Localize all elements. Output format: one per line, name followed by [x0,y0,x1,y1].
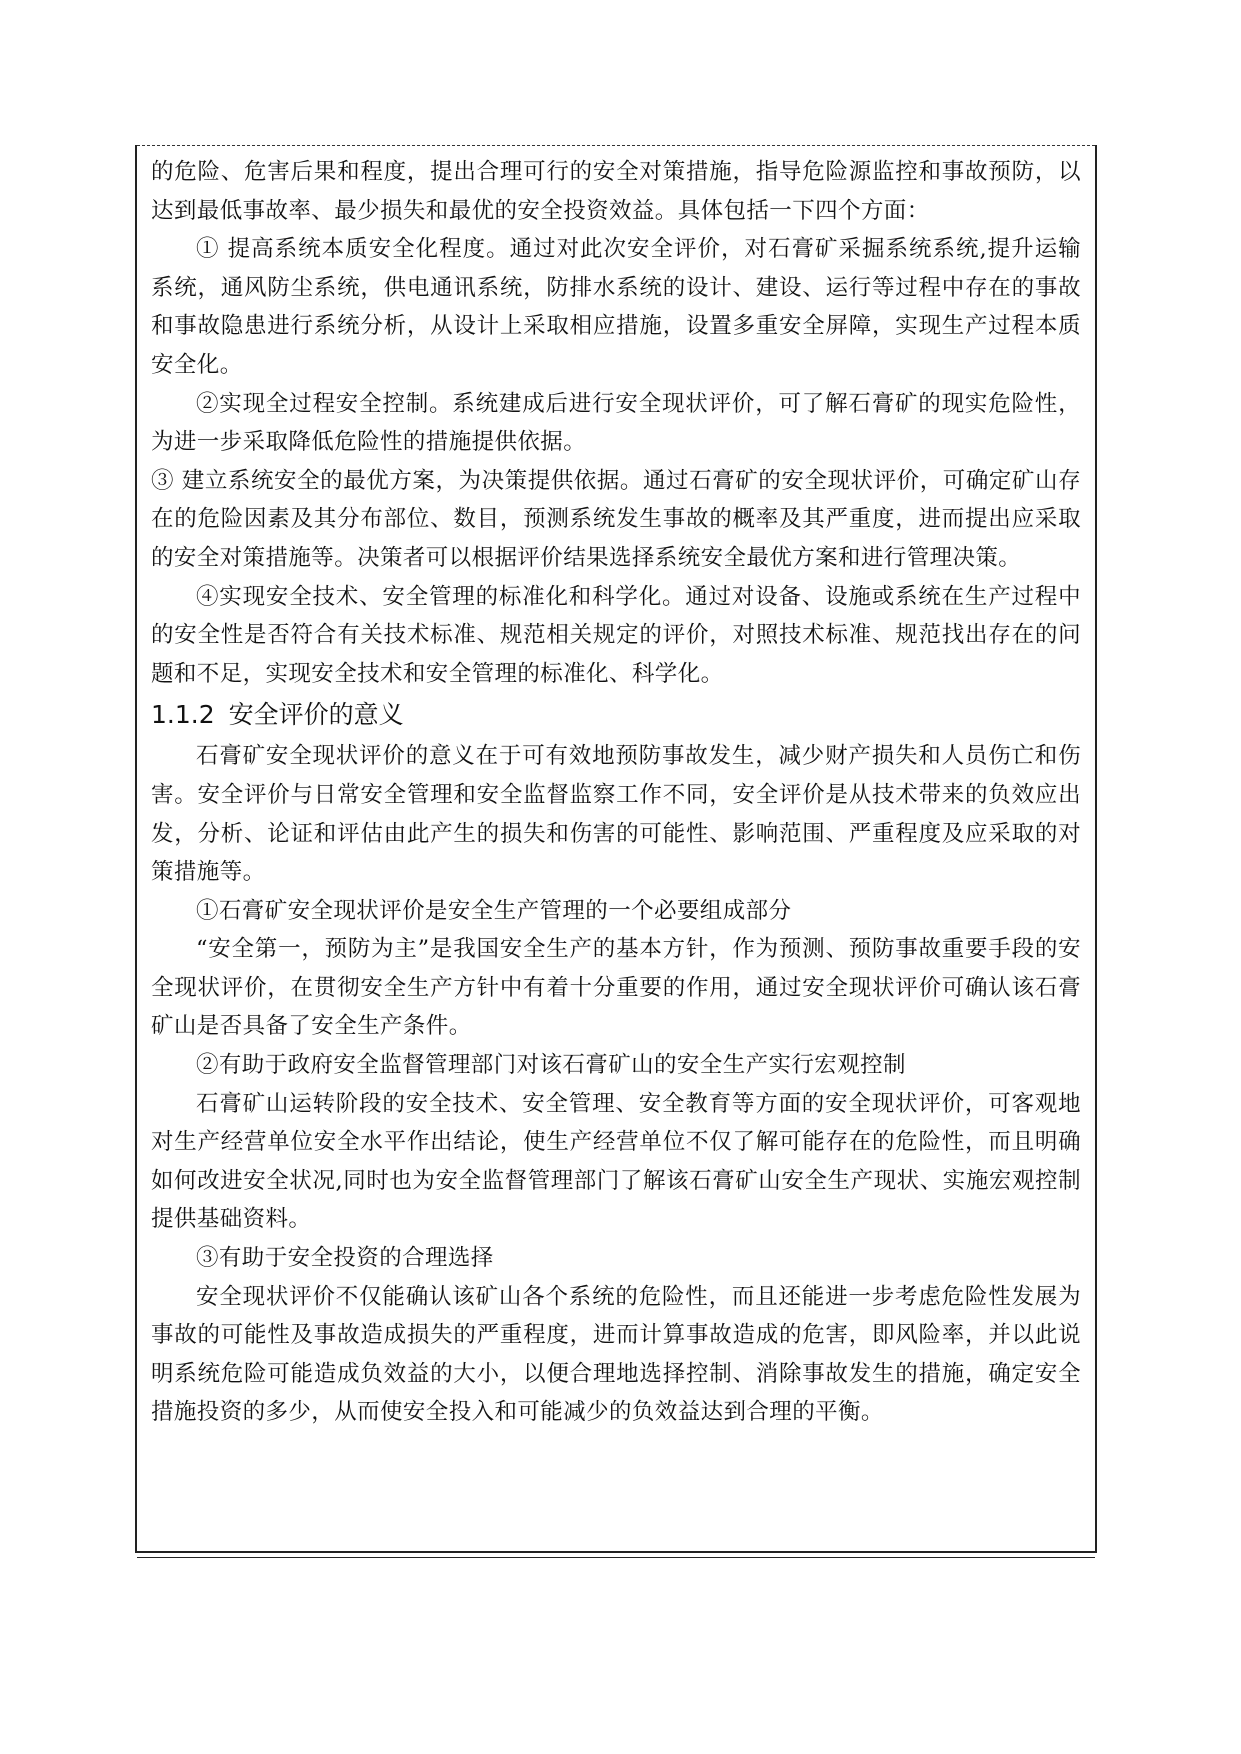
paragraph: ① 提高系统本质安全化程度。通过对此次安全评价，对石膏矿采掘系统系统,提升运输系统，通风防尘系统，供电通讯系统，防排水系统的设计、建设、运行等过程中存在的事故和事故隐患进行系统分析，从设计上采取相应措施，设置多重安全屏障，实现生产过程本质安全化。 [151,236,1081,378]
paragraph: ②实现全过程安全控制。系统建成后进行安全现状评价，可了解石膏矿的现实危险性，为进一步采取降低危险性的措施提供依据。 [151,390,1081,456]
frame-bottom-border-double [137,1557,1095,1558]
frame-top-dashed-border [137,145,1095,146]
paragraph: 的危险、危害后果和程度，提出合理可行的安全对策措施，指导危险源监控和事故预防，以达到最低事故率、最少损失和最优的安全投资效益。具体包括一下四个方面： [151,159,1081,224]
paragraph: “安全第一，预防为主”是我国安全生产的基本方针，作为预测、预防事故重要手段的安全现状评价，在贯彻安全生产方针中有着十分重要的作用，通过安全现状评价可确认该石膏矿山是否具备了安全生产条件。 [151,936,1081,1040]
paragraph-group-significance [151,737,1081,1432]
paragraph: 石膏矿安全现状评价的意义在于可有效地预防事故发生，减少财产损失和人员伤亡和伤害。安全评价与日常安全管理和安全监督监察工作不同，安全评价是从技术带来的负效应出发，分析、论证和评估由此产生的损失和伤害的可能性、影响范围、严重程度及应采取的对策措施等。 [151,743,1081,886]
paragraph: 安全现状评价不仅能确认该矿山各个系统的危险性，而且还能进一步考虑危险性发展为事故的可能性及事故造成损失的严重程度，进而计算事故造成的危害，即风险率，并以此说明系统危险可能造成负效益的大小，以便合理地选择控制、消除事故发生的措施，确定安全措施投资的多少，从而使安全投入和可能减少的负效益达到合理的平衡。 [151,1283,1081,1426]
paragraph: 石膏矿山运转阶段的安全技术、安全管理、安全教育等方面的安全现状评价，可客观地对生产经营单位安全水平作出结论，使生产经营单位不仅了解可能存在的危险性，而且明确如何改进安全状况,同时也为安全监督管理部门了解该石膏矿山安全生产现状、实施宏观控制提供基础资料。 [151,1090,1081,1233]
section-number: 1.1.2 [151,700,215,730]
frame-bottom-border [137,1551,1095,1553]
paragraph: ④实现安全技术、安全管理的标准化和科学化。通过对设备、设施或系统在生产过程中的安全性是否符合有关技术标准、规范相关规定的评价，对照技术标准、规范找出存在的问题和不足，实现安全技术和安全管理的标准化、科学化。 [151,583,1081,687]
section-title: 安全评价的意义 [228,700,404,730]
section-heading [151,693,1081,737]
paragraph-group-objectives [151,153,1081,693]
document-body [151,153,1081,1432]
paragraph: ②有助于政府安全监督管理部门对该石膏矿山的安全生产实行宏观控制 [196,1052,906,1079]
paragraph: ③ 建立系统安全的最优方案，为决策提供依据。通过石膏矿的安全现状评价，可确定矿山存在的危险因素及其分布部位、数目，预测系统发生事故的概率及其严重度，进而提出应采取的安全对策措施等。决策者可以根据评价结果选择系统安全最优方案和进行管理决策。 [151,467,1081,571]
paragraph: ③有助于安全投资的合理选择 [196,1245,494,1272]
paragraph: ①石膏矿安全现状评价是安全生产管理的一个必要组成部分 [196,897,792,924]
document-frame [135,145,1097,1553]
